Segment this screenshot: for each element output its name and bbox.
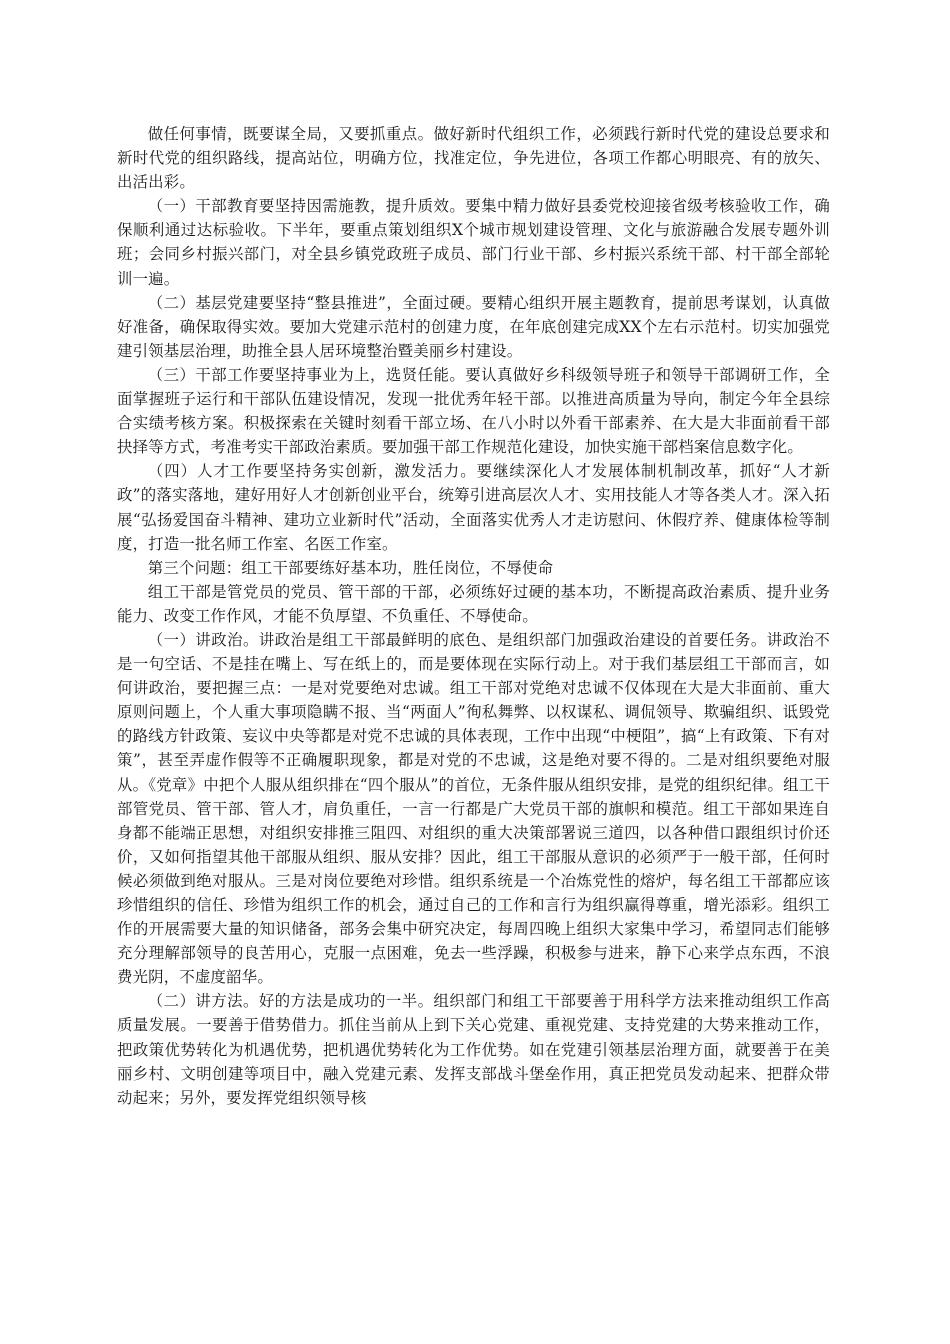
paragraph-intro: 做任何事情，既要谋全局，又要抓重点。做好新时代组织工作，必须践行新时代党的建设总要求和新时代党的组织路线，提高站位，明确方位，找准定位，争先进位，各项工作都心明眼亮、有的放矢、出活出彩。 bbox=[117, 125, 830, 192]
document-page bbox=[117, 122, 830, 1110]
paragraph-politics: （一）讲政治。讲政治是组工干部最鲜明的底色、是组织部门加强政治建设的首要任务。讲政治不是一句空话、不是挂在嘴上、写在纸上的，而是要体现在实际行动上。对于我们基层组工干部而言，如何讲政治，要把握三点：一是对党要绝对忠诚。组工干部对党绝对忠诚不仅体现在大是大非面前、重大原则问题上，个人重大事项隐瞒不报、当“两面人”徇私舞弊、以权谋私、调侃领导、欺骗组织、诋毁党的路线方针政策、妄议中央等都是对党不忠诚的具体表现，工作中出现“中梗阻”，搞“上有政策、下有对策”，甚至弄虚作假等不正确履职现象，都是对党的不忠诚，这是绝对要不得的。二是对组织要绝对服从。《党章》中把个人服从组织排在“四个服从”的首位，无条件服从组织安排，是党的组织纪律。组工干部管党员、管干部、管人才，肩负重任，一言一行都是广大党员干部的旗帜和模范。组工干部如果连自身都不能端正思想，对组织安排推三阻四、对组织的重大决策部署说三道四，以各种借口跟组织讨价还价，又如何指望其他干部服从组织、服从安排？因此，组工干部服从意识的必须严于一般干部，任何时候必须做到绝对服从。三是对岗位要绝对珍惜。组织系统是一个冶炼党性的熔炉，每名组工干部都应该珍惜组织的信任、珍惜为组织工作的机会，通过自己的工作和言行为组织赢得尊重，增光添彩。组织工作的开展需要大量的知识储备，部务会集中研究决定，每周四晚上组织大家集中学习，希望同志们能够充分理解部领导的良苦用心，克服一点困难，免去一些浮躁，积极参与进来，静下心来学点东西，不浪费光阴，不虚度韶华。 bbox=[117, 630, 830, 987]
paragraph-methods: （二）讲方法。好的方法是成功的一半。组织部门和组工干部要善于用科学方法来推动组织工作高质量发展。一要善于借势借力。抓住当前从上到下关心党建、重视党建、支持党建的大势来推动工作，把政策优势转化为机遇优势，把机遇优势转化为工作优势。如在党建引领基层治理方面，就要善于在美丽乡村、文明创建等项目中，融入党建元素、发挥支部战斗堡垒作用，真正把党员发动起来、把群众带动起来；另外，要发挥党组织领导核 bbox=[117, 992, 830, 1107]
paragraph-cadre-education: （一）干部教育要坚持因需施教，提升质效。要集中精力做好县委党校迎接省级考核验收工作，确保顺利通过达标验收。下半年，要重点策划组织X个城市规划建设管理、文化与旅游融合发展专题外训班；会同乡村振兴部门，对全县乡镇党政班子成员、部门行业干部、乡村振兴系统干部、村干部全部轮训一遍。 bbox=[117, 197, 830, 288]
paragraph-organization-cadres: 组工干部是管党员的党员、管干部的干部，必须练好过硬的基本功，不断提高政治素质、提升业务能力、改变工作作风，才能不负厚望、不负重任、不辱使命。 bbox=[117, 582, 830, 625]
paragraph-talent-work: （四）人才工作要坚持务实创新，激发活力。要继续深化人才发展体制机制改革，抓好“人才新政”的落实落地，建好用好人才创新创业平台，统筹引进高层次人才、实用技能人才等各类人才。深入拓展“弘扬爱国奋斗精神、建功立业新时代”活动，全面落实优秀人才走访慰问、休假疗养、健康体检等制度，打造一批名师工作室、名医工作室。 bbox=[117, 462, 830, 553]
paragraph-cadre-work: （三）干部工作要坚持事业为上，选贤任能。要认真做好乡科级领导班子和领导干部调研工作，全面掌握班子运行和干部队伍建设情况，发现一批优秀年轻干部。以推进高质量为导向，制定今年全县综合实绩考核方案。积极探索在关键时刻看干部立场、在八小时以外看干部素养、在大是大非面前看干部抉择等方式，考准考实干部政治素质。要加强干部工作规范化建设，加快实施干部档案信息数字化。 bbox=[117, 365, 830, 457]
paragraph-grassroots-party-building: （二）基层党建要坚持“整县推进”，全面过硬。要精心组织开展主题教育，提前思考谋划，认真做好准备，确保取得实效。要加大党建示范村的创建力度，在年底创建完成XX个左右示范村。切实加强党建引领基层治理，助推全县人居环境整治暨美丽乡村建设。 bbox=[117, 293, 830, 360]
section-heading-third-question: 第三个问题：组工干部要练好基本功，胜任岗位，不辱使命 bbox=[147, 558, 554, 577]
